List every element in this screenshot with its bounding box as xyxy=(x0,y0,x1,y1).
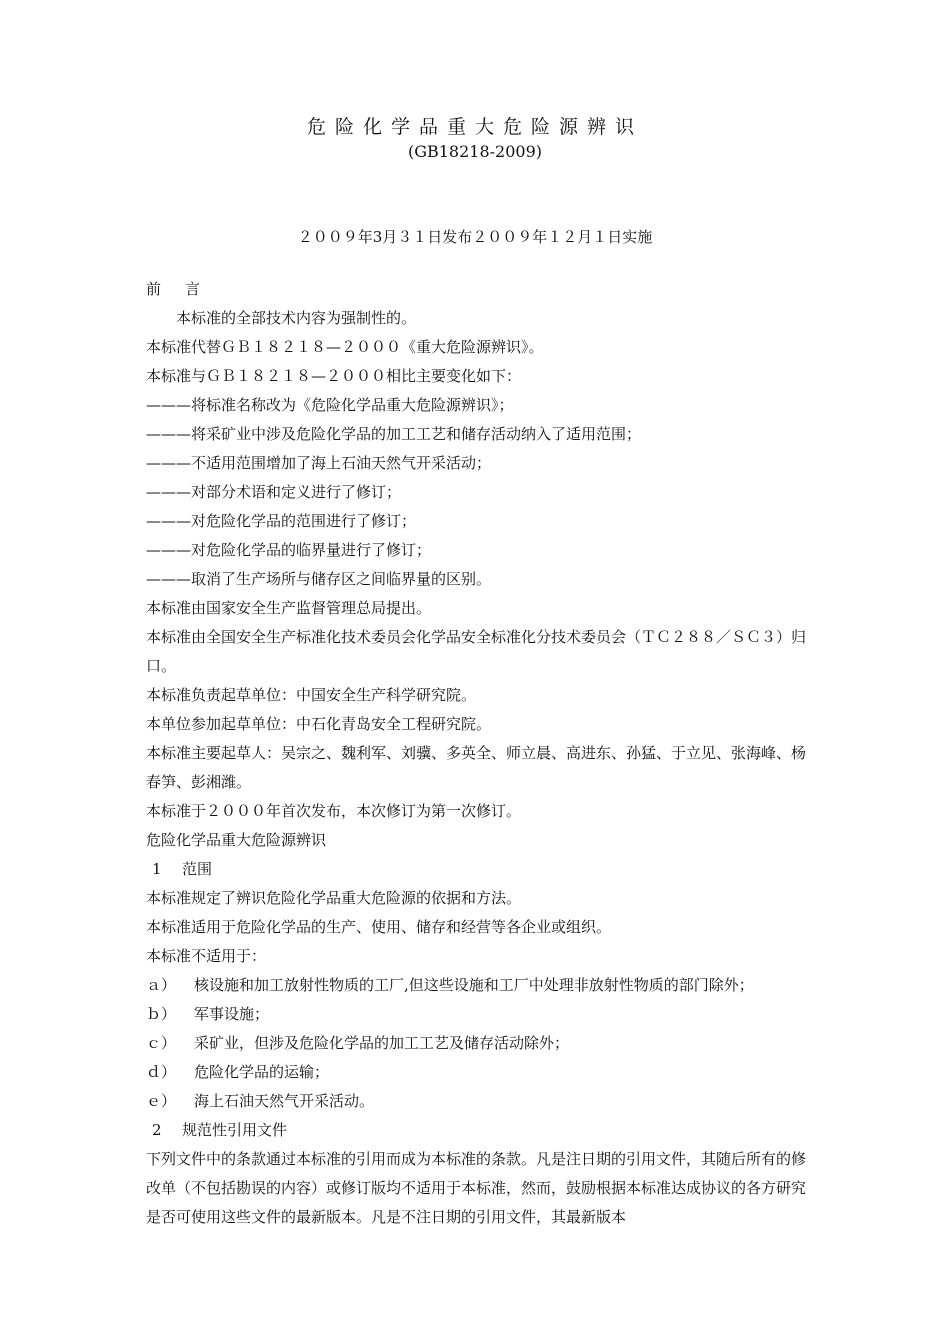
item-text: 危险化学品的运输； xyxy=(194,1063,330,1081)
exclusion-item xyxy=(146,1087,814,1116)
item-label: ｂ） xyxy=(146,1005,177,1023)
item-text: 海上石油天然气开采活动。 xyxy=(194,1092,375,1110)
document-body xyxy=(146,275,814,1232)
issue-dates: ２００９年3月３１日发布２００９年１２月１日实施 xyxy=(297,228,653,246)
exclusion-item xyxy=(146,1058,814,1087)
change-item: ———对部分术语和定义进行了修订； xyxy=(146,483,402,501)
standard-code: (GB18218-2009) xyxy=(407,142,543,161)
section-2-heading xyxy=(146,1116,814,1145)
paragraph-changes-intro: 本标准与ＧＢ１８２１８—２０００相比主要变化如下： xyxy=(146,367,522,385)
section-number: 2 xyxy=(152,1121,162,1139)
paragraph-drafters: 本标准主要起草人：吴宗之、魏利军、刘骥、多英全、师立晨、高进东、孙猛、于立见、张海峰、杨春笋、彭湘潍。 xyxy=(146,744,807,791)
item-text: 采矿业，但涉及危险化学品的加工工艺及储存活动除外； xyxy=(194,1034,570,1052)
exclusion-item xyxy=(146,971,814,1000)
paragraph-history: 本标准于２０００年首次发布，本次修订为第一次修订。 xyxy=(146,802,522,820)
paragraph-replaces: 本标准代替ＧＢ１８２１８—２０００《重大危险源辨识》。 xyxy=(146,338,544,356)
main-title: 危险化学品重大危险源辨识 xyxy=(146,831,327,849)
change-item: ———将采矿业中涉及危险化学品的加工工艺和储存活动纳入了适用范围； xyxy=(146,425,642,443)
section-number: 1 xyxy=(152,860,162,878)
paragraph-mandatory: 本标准的全部技术内容为强制性的。 xyxy=(176,309,417,327)
section-1-paragraph: 本标准规定了辨识危险化学品重大危险源的依据和方法。 xyxy=(146,889,522,907)
paragraph-participating: 本单位参加起草单位：中石化青岛安全工程研究院。 xyxy=(146,715,492,733)
section-1-heading xyxy=(146,855,814,884)
item-text: 军事设施； xyxy=(194,1005,270,1023)
section-1-paragraph: 本标准不适用于： xyxy=(146,947,267,965)
change-item: ———不适用范围增加了海上石油天然气开采活动； xyxy=(146,454,492,472)
exclusion-item xyxy=(146,1000,814,1029)
change-item: ———取消了生产场所与储存区之间临界量的区别。 xyxy=(146,570,492,588)
paragraph-responsible: 本标准负责起草单位：中国安全生产科学研究院。 xyxy=(146,686,477,704)
exclusion-item xyxy=(146,1029,814,1058)
change-item: ———对危险化学品的范围进行了修订； xyxy=(146,512,417,530)
foreword-heading: 前言 xyxy=(146,280,225,298)
item-text: 核设施和加工放射性物质的工厂,但这些设施和工厂中处理非放射性物质的部门除外； xyxy=(194,976,754,994)
item-label: ｅ） xyxy=(146,1092,177,1110)
document-title: 危险化学品重大危险源辨识 xyxy=(306,116,643,138)
section-1-paragraph: 本标准适用于危险化学品的生产、使用、储存和经营等各企业或组织。 xyxy=(146,918,612,936)
paragraph-proposed: 本标准由国家安全生产监督管理总局提出。 xyxy=(146,599,432,617)
section-2-paragraph: 下列文件中的条款通过本标准的引用而成为本标准的条款。凡是注日期的引用文件，其随后所有的修改单（不包括勘误的内容）或修订版均不适用于本标准，然而，鼓励根据本标准达成协议的各方研究是否可使用这些文件的最新版本。凡是不注日期的引用文件，其最新版本 xyxy=(146,1150,807,1226)
item-label: ａ） xyxy=(146,976,177,994)
section-title: 规范性引用文件 xyxy=(182,1121,288,1139)
section-title: 范围 xyxy=(182,860,213,878)
paragraph-centralized: 本标准由全国安全生产标准化技术委员会化学品安全标准化分技术委员会（ＴＣ２８８／ＳＣ３）归口。 xyxy=(146,628,807,675)
item-label: ｃ） xyxy=(146,1034,177,1052)
item-label: ｄ） xyxy=(146,1063,177,1081)
change-item: ———对危险化学品的临界量进行了修订； xyxy=(146,541,432,559)
change-item: ———将标准名称改为《危险化学品重大危险源辨识》； xyxy=(146,396,514,414)
